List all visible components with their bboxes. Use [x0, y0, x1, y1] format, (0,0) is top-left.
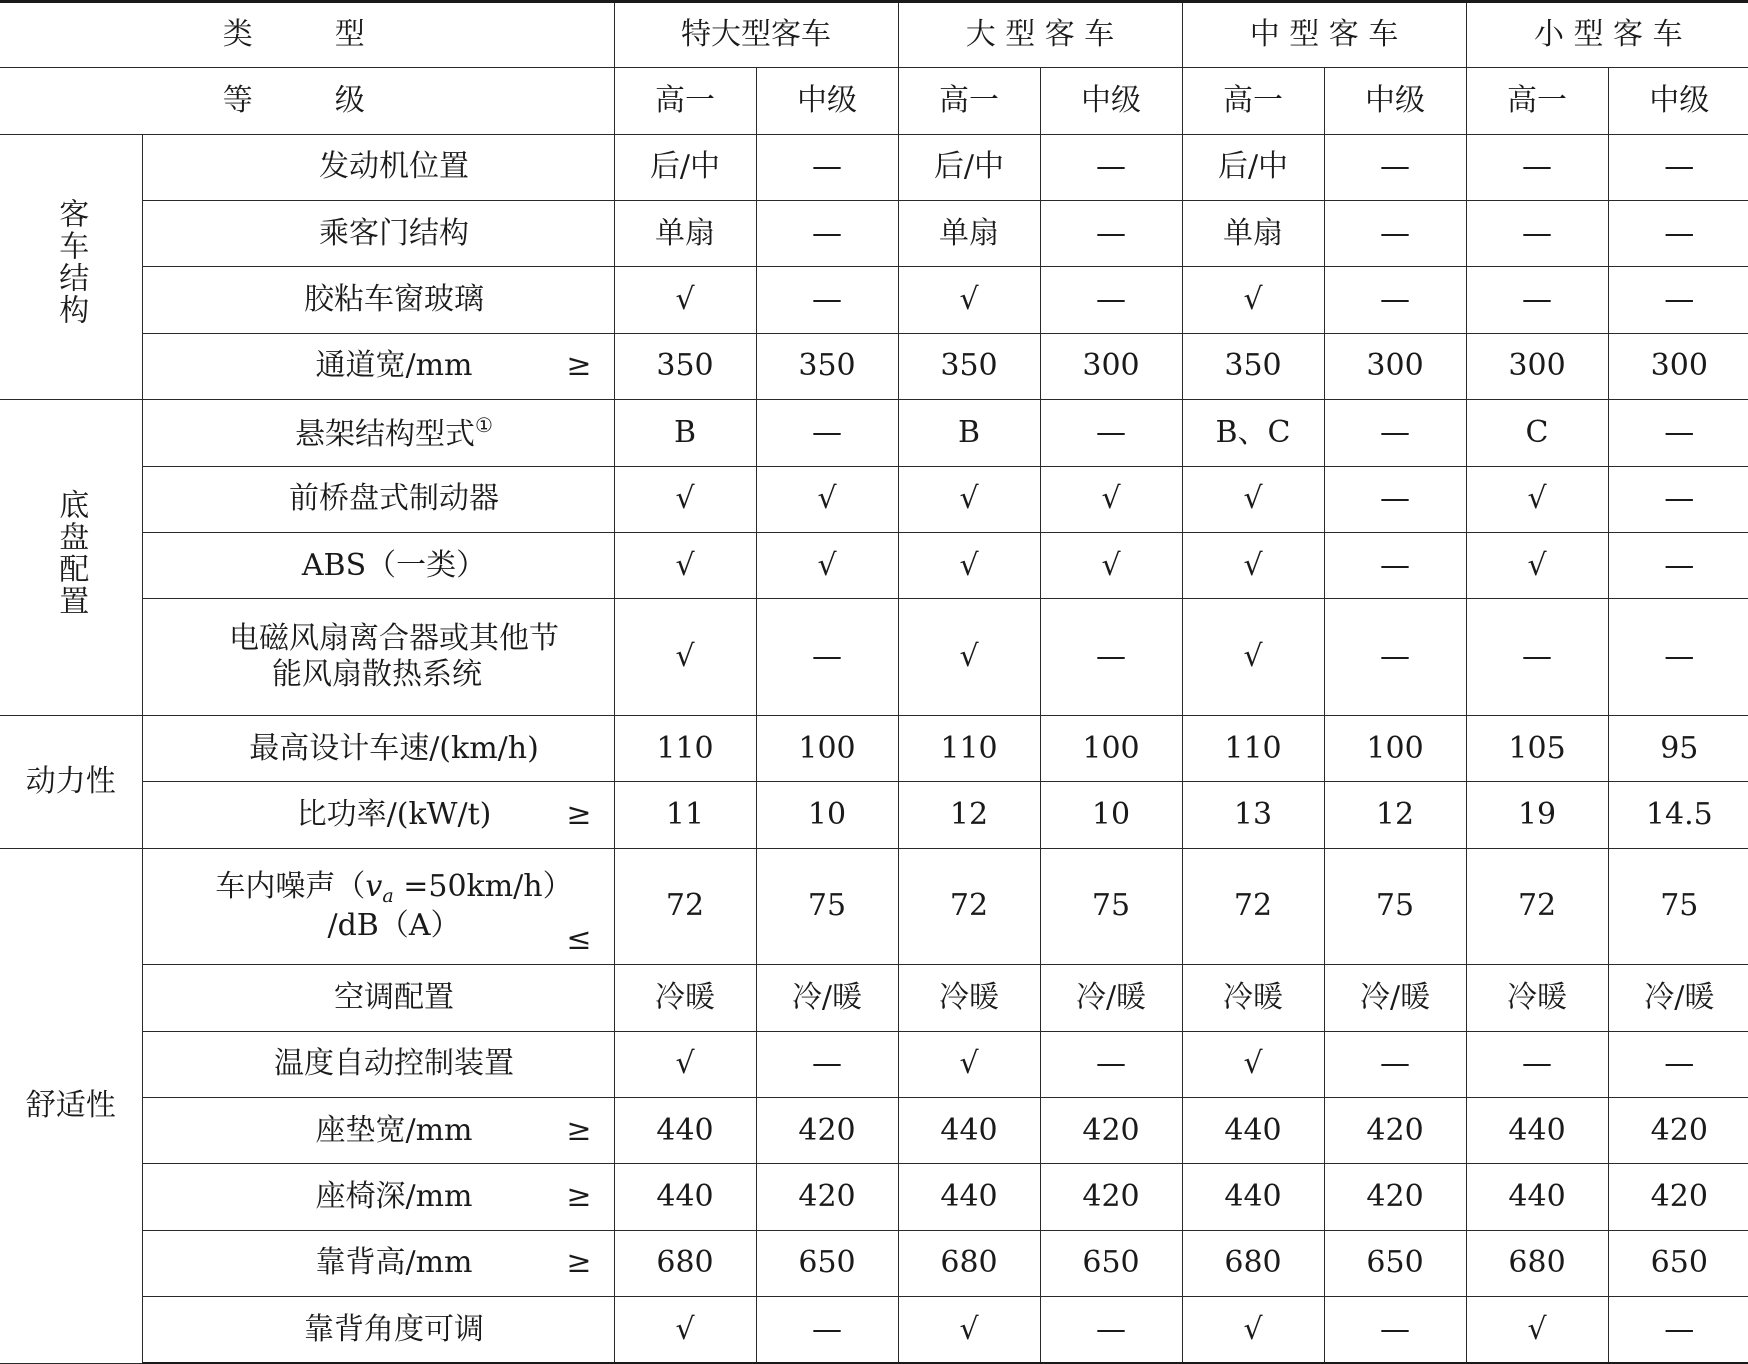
row-label-text: 座椅深/mm [315, 1178, 473, 1214]
value-cell: 440 [1466, 1164, 1608, 1230]
value-cell: 440 [1182, 1164, 1324, 1230]
value-cell: 11 [614, 782, 756, 848]
value-cell: 100 [1324, 715, 1466, 781]
value-cell: 冷/暖 [1324, 965, 1466, 1031]
table-row [0, 848, 1748, 965]
value-cell: — [1040, 267, 1182, 333]
row-label-text: 悬架结构型式 [295, 416, 476, 452]
value-cell: √ [1182, 599, 1324, 716]
value-cell: 110 [1182, 715, 1324, 781]
value-cell: — [1040, 134, 1182, 200]
value-cell: 100 [1040, 715, 1182, 781]
row-label-text: 空调配置 [334, 979, 454, 1015]
value-cell: 单扇 [898, 201, 1040, 267]
value-cell: 75 [1608, 848, 1748, 965]
value-cell: — [756, 1297, 898, 1363]
table-row [0, 1297, 1748, 1363]
value-cell: 440 [614, 1164, 756, 1230]
grade-cell: 高一 [614, 68, 756, 134]
value-cell: — [1040, 1031, 1182, 1097]
value-cell: 440 [614, 1097, 756, 1163]
vehicle-type-label: 中 型 客 车 [1249, 17, 1399, 53]
value-cell: — [1608, 1031, 1748, 1097]
value-cell: C [1466, 400, 1608, 466]
value-cell: — [1324, 466, 1466, 532]
value-cell: √ [1040, 466, 1182, 532]
value-cell: 19 [1466, 782, 1608, 848]
value-cell: 680 [1466, 1230, 1608, 1296]
row-label-line [165, 869, 590, 908]
header-row-type [0, 2, 1748, 68]
row-label [142, 1031, 614, 1097]
velocity-symbol: v [365, 869, 383, 905]
table-row [0, 1097, 1748, 1163]
row-label-text: 比功率/(kW/t) [296, 796, 492, 832]
table-row [0, 599, 1748, 716]
value-cell: — [1040, 400, 1182, 466]
type-header [0, 2, 614, 68]
value-cell: B、C [1182, 400, 1324, 466]
type-header-label: 类 型 [222, 17, 391, 53]
group-label-cell [0, 134, 142, 399]
table-row [0, 267, 1748, 333]
value-cell: √ [614, 532, 756, 598]
value-cell: — [1324, 532, 1466, 598]
value-cell: √ [1466, 532, 1608, 598]
vehicle-type-header [898, 2, 1182, 68]
value-cell: 后/中 [898, 134, 1040, 200]
value-cell: 350 [756, 333, 898, 399]
value-cell: √ [898, 1297, 1040, 1363]
row-label-line: 电磁风扇离合器或其他节 [229, 621, 559, 657]
row-label [142, 267, 614, 333]
row-label-text: 靠背高/mm [315, 1245, 473, 1281]
value-cell: 420 [1608, 1164, 1748, 1230]
value-cell: 650 [756, 1230, 898, 1296]
grade-cell: 高一 [1182, 68, 1324, 134]
value-cell: 440 [898, 1164, 1040, 1230]
value-cell: √ [898, 1031, 1040, 1097]
value-cell: 350 [614, 333, 756, 399]
row-label-text: 乘客门结构 [319, 215, 469, 251]
table-row [0, 1031, 1748, 1097]
grade-header [0, 68, 614, 134]
value-cell: — [1608, 134, 1748, 200]
value-cell: 100 [756, 715, 898, 781]
table-row [0, 466, 1748, 532]
value-cell: 650 [1608, 1230, 1748, 1296]
value-cell: √ [1182, 466, 1324, 532]
value-cell: 冷暖 [898, 965, 1040, 1031]
value-cell: 110 [898, 715, 1040, 781]
value-cell: — [1608, 532, 1748, 598]
value-cell: 650 [1324, 1230, 1466, 1296]
value-cell: √ [1040, 532, 1182, 598]
comparison-sign: ≤ [566, 922, 592, 958]
value-cell: — [1324, 1031, 1466, 1097]
value-cell: √ [1182, 532, 1324, 598]
value-cell: B [614, 400, 756, 466]
table-row [0, 782, 1748, 848]
footnote-mark: ① [475, 412, 493, 437]
value-cell: √ [898, 267, 1040, 333]
grade-cell: 中级 [1608, 68, 1748, 134]
row-label [142, 201, 614, 267]
row-label-text: 车内噪声（ [215, 869, 366, 905]
value-cell: 110 [614, 715, 756, 781]
value-cell: — [1608, 599, 1748, 716]
value-cell: 300 [1040, 333, 1182, 399]
value-cell: 420 [1040, 1097, 1182, 1163]
table-row [0, 1164, 1748, 1230]
value-cell: 10 [756, 782, 898, 848]
value-cell: 72 [898, 848, 1040, 965]
value-cell: — [1608, 267, 1748, 333]
value-cell: — [1608, 1297, 1748, 1363]
vehicle-type-label: 小 型 客 车 [1533, 17, 1683, 53]
row-label-text: =50km/h） [393, 869, 573, 905]
value-cell: — [1324, 267, 1466, 333]
value-cell: — [756, 201, 898, 267]
vehicle-type-label: 特大型客车 [681, 17, 831, 53]
value-cell: √ [898, 466, 1040, 532]
value-cell: B [898, 400, 1040, 466]
vehicle-type-header [1182, 2, 1466, 68]
value-cell: 75 [1040, 848, 1182, 965]
value-cell: 75 [1324, 848, 1466, 965]
value-cell: — [1466, 1031, 1608, 1097]
row-label-text: 座垫宽/mm [315, 1112, 473, 1148]
row-label-text: 前桥盘式制动器 [289, 481, 499, 517]
value-cell: — [1040, 1297, 1182, 1363]
value-cell: 10 [1040, 782, 1182, 848]
row-label [142, 965, 614, 1031]
value-cell: 420 [1324, 1097, 1466, 1163]
value-cell: 12 [1324, 782, 1466, 848]
value-cell: √ [1182, 267, 1324, 333]
value-cell: √ [1466, 466, 1608, 532]
value-cell: 14.5 [1608, 782, 1748, 848]
value-cell: — [1324, 599, 1466, 716]
row-label [142, 782, 614, 848]
table-row [0, 201, 1748, 267]
table-row [0, 1230, 1748, 1296]
row-label [142, 532, 614, 598]
value-cell: 冷暖 [1466, 965, 1608, 1031]
table-row [0, 532, 1748, 598]
value-cell: 冷/暖 [756, 965, 898, 1031]
value-cell: 420 [1608, 1097, 1748, 1163]
vehicle-type-header [1466, 2, 1748, 68]
value-cell: — [1040, 201, 1182, 267]
value-cell: 300 [1324, 333, 1466, 399]
value-cell: 650 [1040, 1230, 1182, 1296]
grade-cell: 中级 [1324, 68, 1466, 134]
row-label-text: ABS（一类） [301, 547, 487, 583]
group-label: 客车结构 [53, 198, 89, 327]
value-cell: 440 [898, 1097, 1040, 1163]
value-cell: √ [1182, 1031, 1324, 1097]
value-cell: 72 [614, 848, 756, 965]
value-cell: 350 [1182, 333, 1324, 399]
table-row [0, 965, 1748, 1031]
value-cell: — [1324, 134, 1466, 200]
value-cell: — [1324, 1297, 1466, 1363]
value-cell: — [1466, 267, 1608, 333]
grade-cell: 高一 [1466, 68, 1608, 134]
row-label-line: 能风扇散热系统 [272, 657, 482, 693]
row-label-text: 最高设计车速/(km/h) [249, 730, 539, 766]
table-row [0, 715, 1748, 781]
grade-cell: 中级 [1040, 68, 1182, 134]
value-cell: 350 [898, 333, 1040, 399]
group-label-cell [0, 400, 142, 716]
value-cell: 420 [756, 1097, 898, 1163]
value-cell: — [756, 400, 898, 466]
value-cell: 680 [1182, 1230, 1324, 1296]
value-cell: — [1040, 599, 1182, 716]
comparison-sign: ≥ [566, 1178, 592, 1214]
velocity-subscript: a [382, 885, 394, 908]
value-cell: 300 [1608, 333, 1748, 399]
value-cell: √ [614, 599, 756, 716]
group-label: 底盘配置 [53, 489, 89, 618]
value-cell: — [1324, 400, 1466, 466]
row-label [142, 1097, 614, 1163]
vehicle-type-header [614, 2, 898, 68]
value-cell: 300 [1466, 333, 1608, 399]
row-label [142, 134, 614, 200]
grade-header-label: 等 级 [222, 83, 391, 119]
value-cell: 440 [1182, 1097, 1324, 1163]
table-row [0, 333, 1748, 399]
value-cell: 75 [756, 848, 898, 965]
row-label [142, 1230, 614, 1296]
value-cell: 105 [1466, 715, 1608, 781]
value-cell: √ [614, 1031, 756, 1097]
row-label [142, 599, 614, 716]
value-cell: 72 [1466, 848, 1608, 965]
value-cell: √ [898, 599, 1040, 716]
value-cell: — [756, 599, 898, 716]
value-cell: 13 [1182, 782, 1324, 848]
row-label-line: /dB（A） [327, 907, 461, 943]
row-label [142, 466, 614, 532]
value-cell: — [1608, 466, 1748, 532]
value-cell: √ [756, 466, 898, 532]
grade-cell: 中级 [756, 68, 898, 134]
table-row [0, 134, 1748, 200]
row-label [142, 848, 614, 965]
value-cell: 后/中 [1182, 134, 1324, 200]
comparison-sign: ≥ [566, 348, 592, 384]
value-cell: √ [756, 532, 898, 598]
row-label [142, 400, 614, 466]
value-cell: — [756, 267, 898, 333]
comparison-sign: ≥ [566, 1112, 592, 1148]
group-label: 动力性 [25, 763, 116, 799]
value-cell: — [1466, 201, 1608, 267]
header-row-grade [0, 68, 1748, 134]
value-cell: 72 [1182, 848, 1324, 965]
vehicle-type-label: 大 型 客 车 [965, 17, 1115, 53]
value-cell: — [1466, 599, 1608, 716]
group-label-cell [0, 715, 142, 848]
value-cell: — [756, 134, 898, 200]
value-cell: √ [614, 267, 756, 333]
value-cell: 420 [756, 1164, 898, 1230]
value-cell: 冷/暖 [1608, 965, 1748, 1031]
value-cell: 后/中 [614, 134, 756, 200]
value-cell: √ [1466, 1297, 1608, 1363]
row-label-text: 温度自动控制装置 [274, 1046, 514, 1082]
value-cell: — [756, 1031, 898, 1097]
group-label-cell [0, 848, 142, 1363]
value-cell: 95 [1608, 715, 1748, 781]
value-cell: 冷暖 [1182, 965, 1324, 1031]
row-label-text: 通道宽/mm [315, 348, 473, 384]
group-label: 舒适性 [25, 1087, 116, 1123]
row-label [142, 715, 614, 781]
value-cell: 单扇 [614, 201, 756, 267]
row-label [142, 1164, 614, 1230]
value-cell: 680 [898, 1230, 1040, 1296]
value-cell: √ [898, 532, 1040, 598]
value-cell: 680 [614, 1230, 756, 1296]
row-label [142, 333, 614, 399]
comparison-sign: ≥ [566, 796, 592, 832]
value-cell: — [1324, 201, 1466, 267]
row-label-text: 靠背角度可调 [304, 1311, 484, 1347]
table-row [0, 400, 1748, 466]
row-label [142, 1297, 614, 1363]
value-cell: 420 [1040, 1164, 1182, 1230]
value-cell: √ [614, 466, 756, 532]
comparison-sign: ≥ [566, 1245, 592, 1281]
row-label-text: 胶粘车窗玻璃 [304, 282, 484, 318]
grade-cell: 高一 [898, 68, 1040, 134]
value-cell: √ [1182, 1297, 1324, 1363]
value-cell: 冷/暖 [1040, 965, 1182, 1031]
value-cell: 12 [898, 782, 1040, 848]
row-label-text: 发动机位置 [319, 149, 469, 185]
value-cell: — [1466, 134, 1608, 200]
value-cell: — [1608, 400, 1748, 466]
value-cell: √ [614, 1297, 756, 1363]
value-cell: 冷暖 [614, 965, 756, 1031]
value-cell: 420 [1324, 1164, 1466, 1230]
value-cell: 440 [1466, 1097, 1608, 1163]
value-cell: — [1608, 201, 1748, 267]
value-cell: 单扇 [1182, 201, 1324, 267]
